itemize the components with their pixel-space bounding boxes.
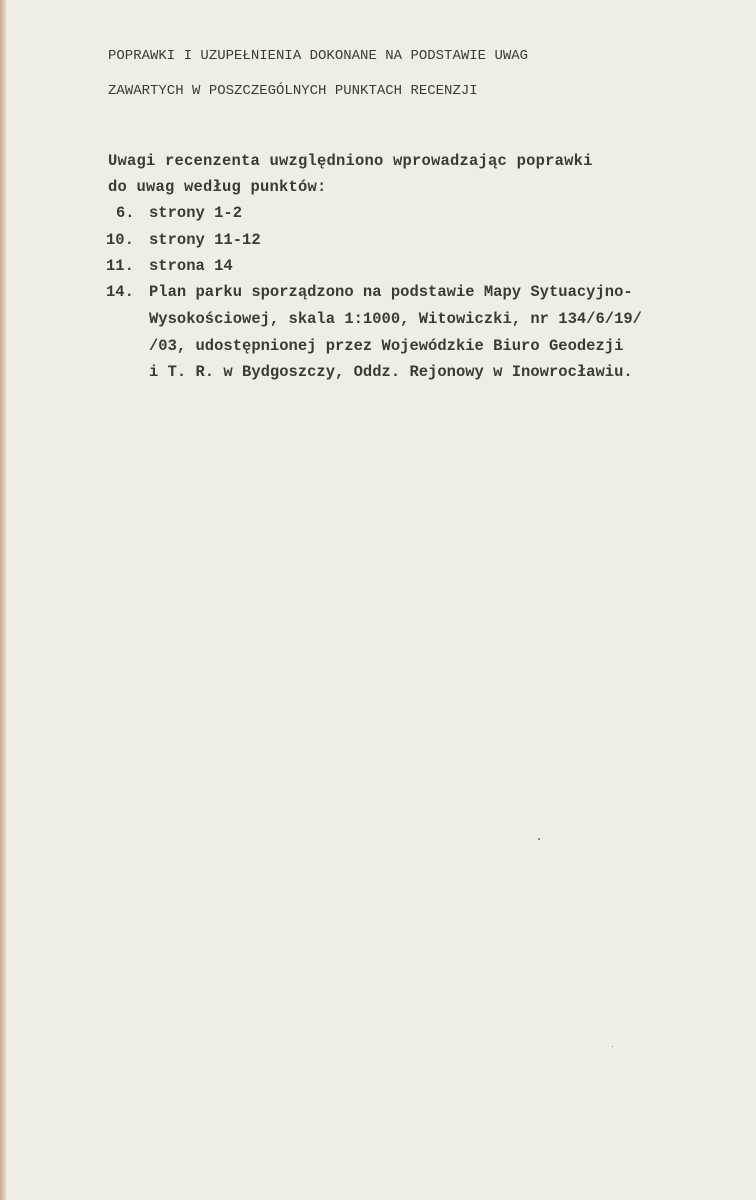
item-text-10: strony 11-12 bbox=[149, 231, 261, 249]
item-text-14-line-4: i T. R. w Bydgoszczy, Oddz. Rejonowy w Inowrocławiu. bbox=[149, 363, 633, 381]
heading-line-2: ZAWARTYCH W POSZCZEGÓLNYCH PUNKTACH RECENZJI bbox=[108, 83, 478, 99]
item-text-14-line-3: /03, udostępnionej przez Wojewódzkie Biuro Geodezji bbox=[149, 337, 624, 355]
item-number-11: 11. bbox=[106, 257, 134, 275]
intro-line-1: Uwagi recenzenta uwzględniono wprowadzając poprawki bbox=[108, 152, 593, 170]
item-number-10: 10. bbox=[106, 231, 134, 249]
page-left-edge bbox=[0, 0, 7, 1200]
paper-speck bbox=[612, 1046, 613, 1047]
item-number-14: 14. bbox=[106, 283, 134, 301]
item-text-6: strony 1-2 bbox=[149, 204, 243, 222]
item-text-14-line-1: Plan parku sporządzono na podstawie Mapy Sytuacyjno- bbox=[149, 283, 633, 301]
paper-speck bbox=[538, 838, 540, 840]
item-text-11: strona 14 bbox=[149, 257, 233, 275]
heading-line-1: POPRAWKI I UZUPEŁNIENIA DOKONANE NA PODSTAWIE UWAG bbox=[108, 48, 529, 64]
item-number-6: 6. bbox=[116, 204, 135, 222]
item-text-14-line-2: Wysokościowej, skala 1:1000, Witowiczki, nr 134/6/19/ bbox=[149, 310, 642, 328]
intro-line-2: do uwag według punktów: bbox=[108, 178, 327, 196]
